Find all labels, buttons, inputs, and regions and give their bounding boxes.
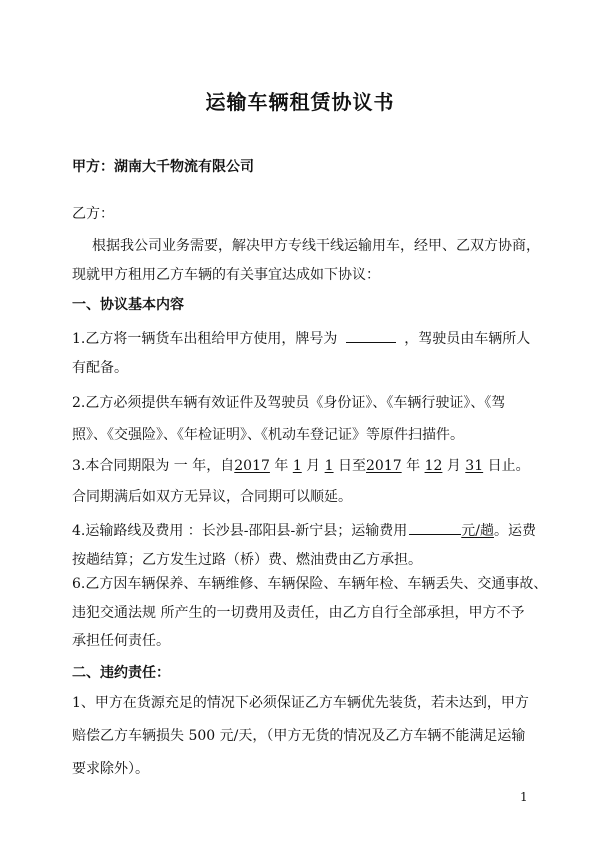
item2-line-1: 2.乙方必须提供车辆有效证件及驾驶员《身份证》、《车辆行驶证》、《驾 <box>72 395 506 411</box>
item6-line-1: 6.乙方因车辆保养、车辆维修、车辆保险、车辆年检、车辆丢失、交通事故、 <box>72 576 548 592</box>
month-char-2: 月 <box>442 458 466 474</box>
start-day: 1 <box>324 458 334 474</box>
intro-line-1: 根据我公司业务需要，解决甲方专线干线运输用车，经甲、乙双方协商， <box>92 238 540 254</box>
end-month: 12 <box>424 458 443 474</box>
item4-line-2: 按趟结算；乙方发生过路（桥）费、燃油费由乙方承担。 <box>72 552 422 568</box>
section1-heading: 一、协议基本内容 <box>72 297 184 313</box>
item2-line-2: 照》、《交强险》、《年检证明》、《机动车登记证》等原件扫描件。 <box>72 427 464 443</box>
party-a-line: 甲方：湖南大千物流有限公司 <box>72 159 254 175</box>
document-title: 运输车辆租赁协议书 <box>205 90 395 114</box>
month-char-1: 月 <box>301 458 325 474</box>
year-char-2: 年 <box>401 458 425 474</box>
item4-text-a: 4.运输路线及费用 ：长沙县-邵阳县-新宁县；运输费用 <box>72 523 408 539</box>
item4-text-end: 。运费 <box>494 523 536 539</box>
start-year: 2017 <box>234 458 270 474</box>
section2-heading: 二、违约责任： <box>72 665 170 681</box>
item1-text-a: 1.乙方将一辆货车出租给甲方使用，牌号为 <box>72 331 338 347</box>
item4-line-1 <box>72 521 536 540</box>
fee-unit: 元/趟 <box>461 523 494 539</box>
start-month: 1 <box>292 458 302 474</box>
item3-line-2: 合同期满后如双方无异议，合同期可以顺延。 <box>72 489 352 505</box>
item1-text-b: ，驾驶员由车辆所人 <box>404 331 531 347</box>
fee-blank <box>409 521 461 535</box>
item6-line-3: 承担任何责任。 <box>72 633 170 649</box>
breach1-line-3: 要求除外）。 <box>72 761 149 777</box>
breach1-line-2: 赔偿乙方车辆损失 500 元/天，（甲方无货的情况及乙方车辆不能满足运输 <box>72 728 526 744</box>
year-char-1: 年 <box>269 458 293 474</box>
party-b-line: 乙方： <box>72 206 114 222</box>
item3-line-1 <box>72 457 530 475</box>
item1-line-1 <box>72 329 530 348</box>
page-number: 1 <box>520 790 528 804</box>
end-day: 31 <box>465 458 484 474</box>
day-char-2: 日止。 <box>483 458 530 474</box>
end-year: 2017 <box>366 458 402 474</box>
plate-number-blank <box>346 329 396 343</box>
item3-prefix: 3.本合同期限为 一 年，自 <box>72 458 235 474</box>
item1-line-2: 有配备。 <box>72 360 128 376</box>
breach1-line-1: 1、甲方在货源充足的情况下必须保证乙方车辆优先装货，若未达到，甲方 <box>72 695 529 711</box>
intro-line-2: 现就甲方租用乙方车辆的有关事宜达成如下协议： <box>72 267 380 283</box>
day-char-1: 日至 <box>333 458 367 474</box>
item6-line-2: 违犯交通法规 所产生的一切费用及责任，由乙方自行全部承担，甲方不予 <box>72 605 525 621</box>
